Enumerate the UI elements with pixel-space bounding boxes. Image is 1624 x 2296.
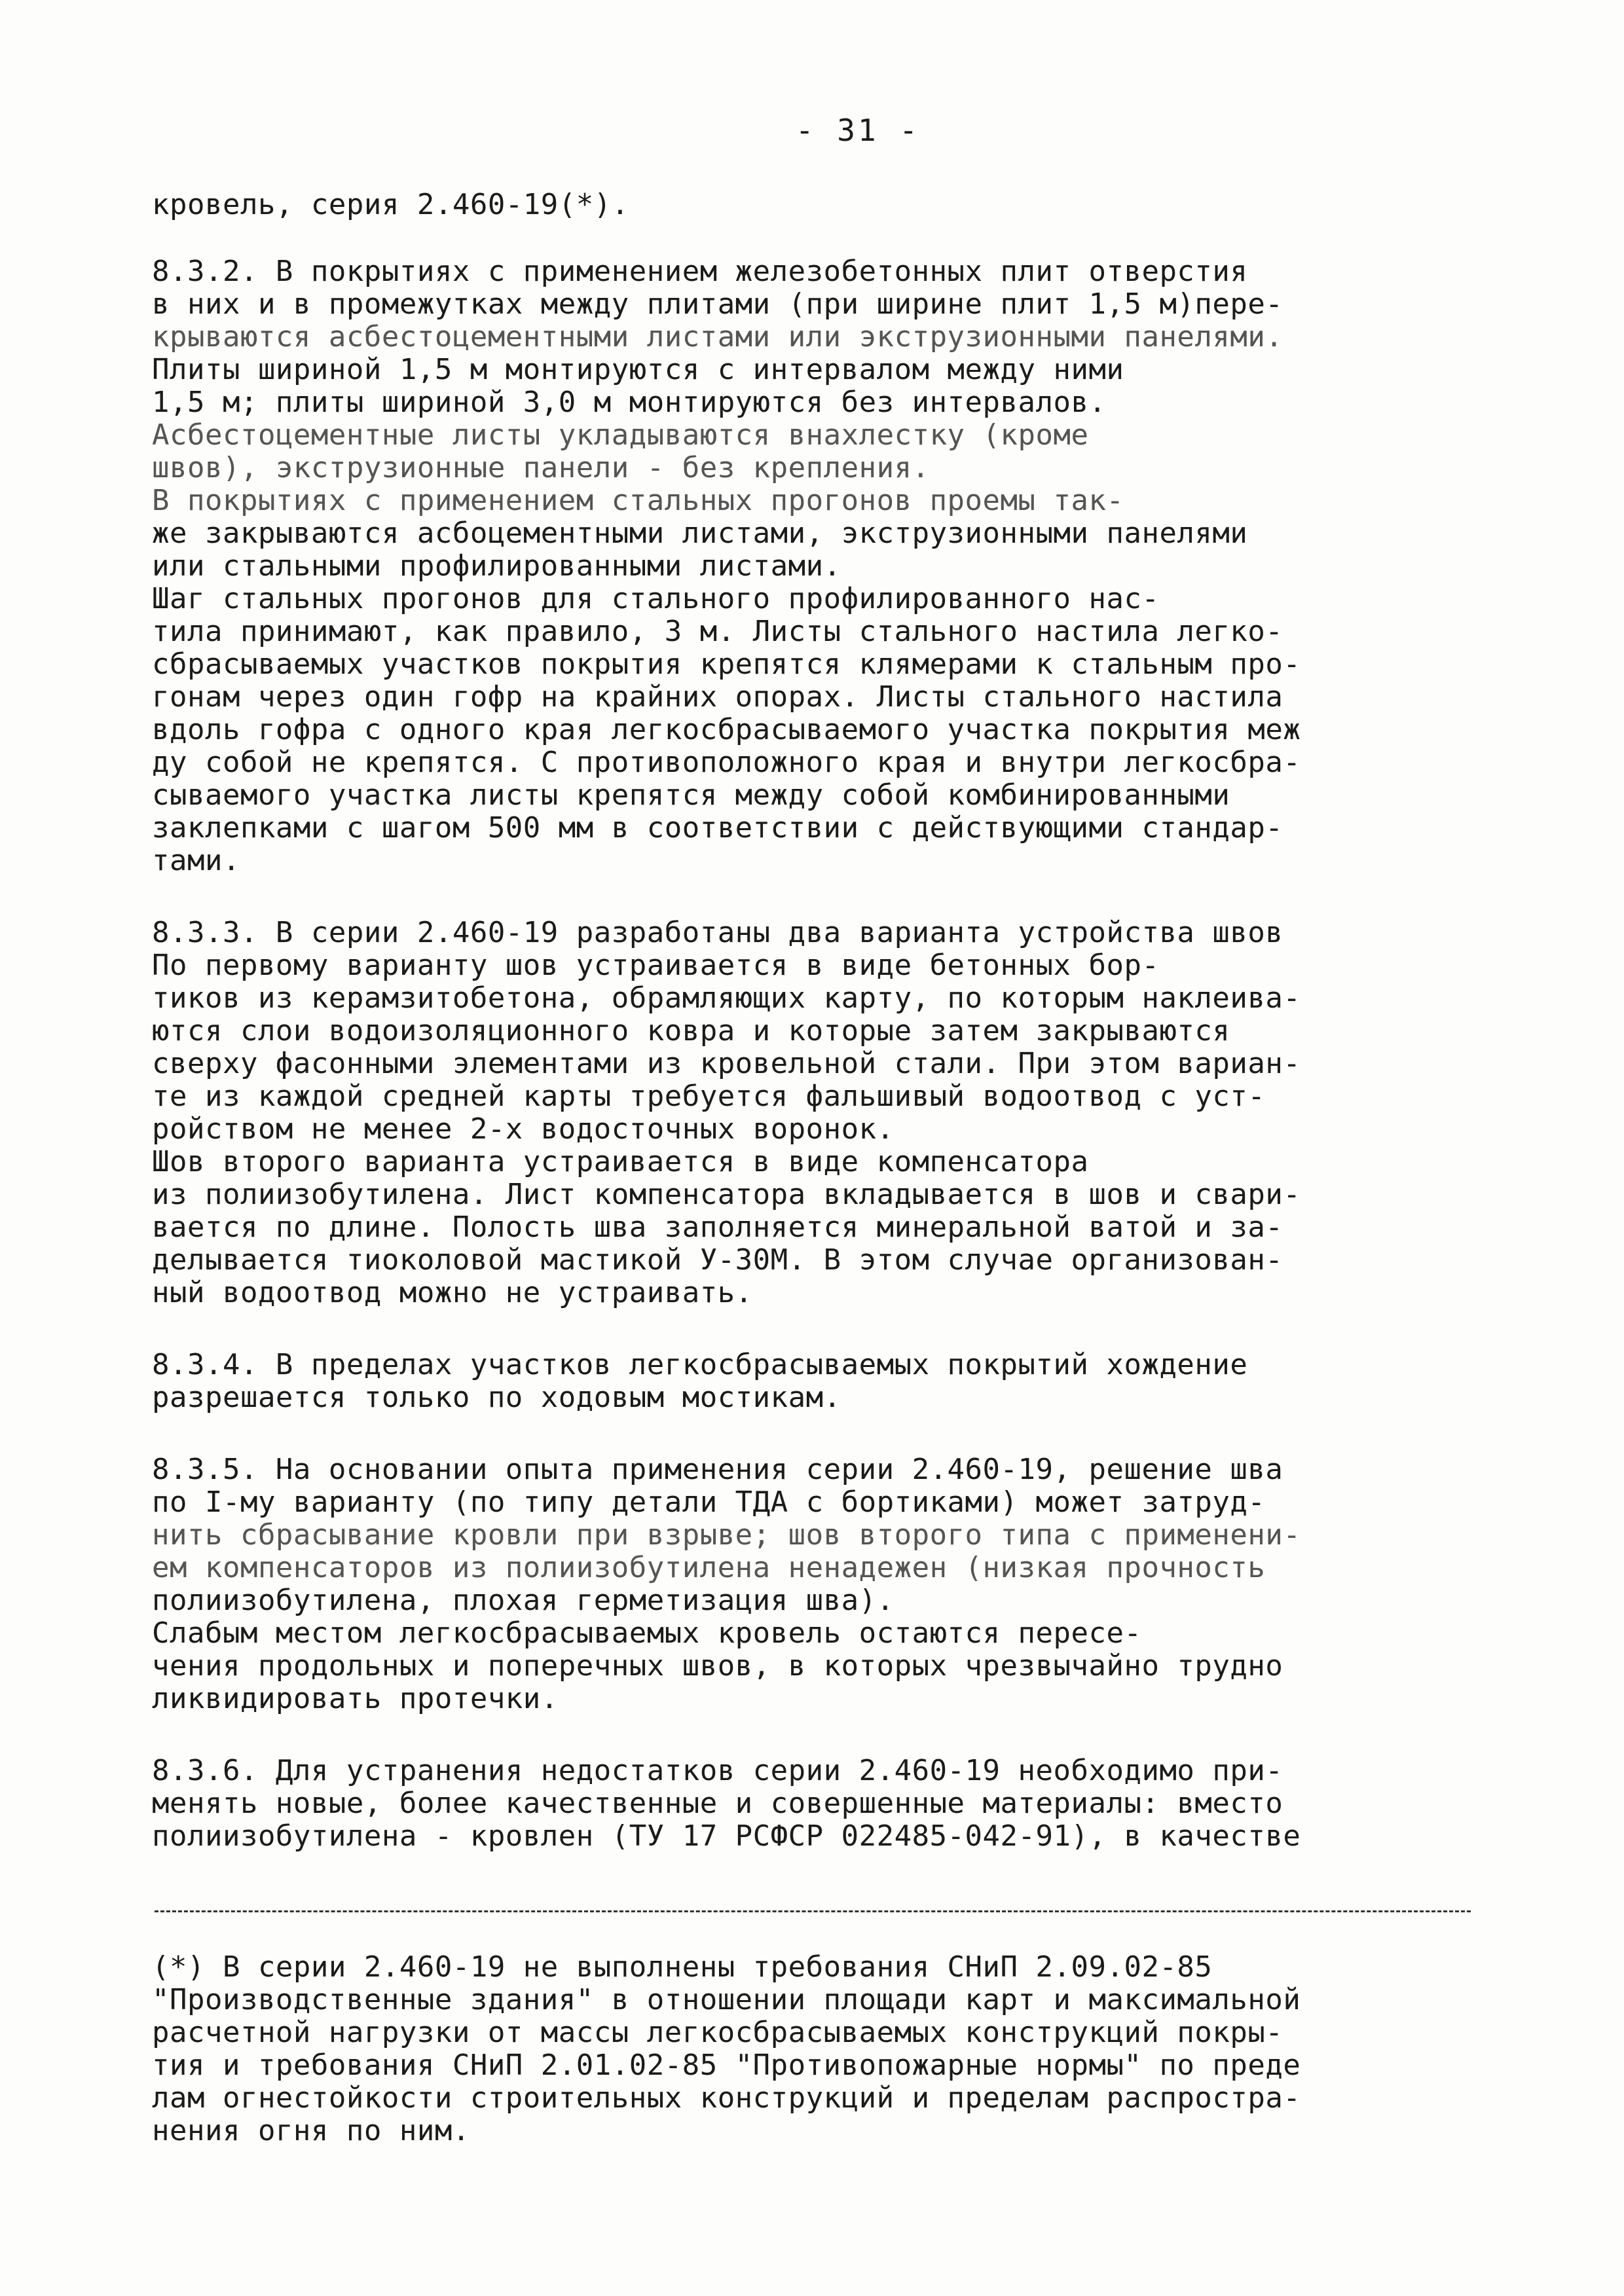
text-line: ду собой не крепятся. С противоположного края и внутри легкосбра- <box>152 746 1301 779</box>
text-line: ный водоотвод можно не устраивать. <box>152 1276 753 1309</box>
text-line: гонам через один гофр на крайних опорах. Листы стального настила <box>152 680 1283 714</box>
text-line: сываемого участка листы крепятся между собой комбинированными <box>152 778 1230 812</box>
text-line: В покрытиях с применением стальных прогонов проемы так- <box>152 484 1124 517</box>
text-line: нить сбрасывание кровли при взрыве; шов второго типа с применени- <box>152 1518 1301 1552</box>
text-line: полиизобутилена, плохая герметизация шва). <box>152 1584 895 1617</box>
text-line: вается по длине. Полость шва заполняется минеральной ватой и за- <box>152 1211 1283 1244</box>
text-line: Шаг стальных прогонов для стального профилированного нас- <box>152 582 1160 615</box>
text-line: 8.3.6. Для устранения недостатков серии 2.460-19 необходимо при- <box>152 1754 1283 1787</box>
footnote-line: расчетной нагрузки от массы легкосбрасываемых конструкций покры- <box>152 2016 1283 2049</box>
text-line: сверху фасонными элементами из кровельной стали. При этом вариан- <box>152 1047 1301 1080</box>
text-line: кровель, серия 2.460-19(*). <box>152 188 629 221</box>
text-line: делывается тиоколовой мастикой У-30М. В этом случае организован- <box>152 1243 1283 1277</box>
text-line: менять новые, более качественные и совершенные материалы: вместо <box>152 1787 1283 1820</box>
footnote-line: (*) В серии 2.460-19 не выполнены требования СНиП 2.09.02-85 <box>152 1950 1213 1984</box>
text-line: полиизобутилена - кровлен (ТУ 17 РСФСР 022485-042-91), в качестве <box>152 1819 1301 1853</box>
text-line: Плиты шириной 1,5 м монтируются с интервалом между ними <box>152 353 1124 386</box>
text-line: крываются асбестоцементными листами или экструзионными панелями. <box>152 320 1283 354</box>
text-line: Слабым местом легкосбрасываемых кровель остаются пересе- <box>152 1616 1142 1650</box>
text-line: заклепками с шагом 500 мм в соответствии с действующими стандар- <box>152 811 1283 845</box>
text-line: ем компенсаторов из полиизобутилена ненадежен (низкая прочность <box>152 1551 1266 1584</box>
text-line: Шов второго варианта устраивается в виде компенсатора <box>152 1145 1089 1178</box>
text-line: ликвидировать протечки. <box>152 1682 559 1715</box>
text-line: сбрасываемых участков покрытия крепятся клямерами к стальным про- <box>152 647 1301 681</box>
footnote-line: нения огня по ним. <box>152 2114 470 2147</box>
page-number: - 31 - <box>795 113 921 148</box>
text-line: 8.3.2. В покрытиях с применением железобетонных плит отверстия <box>152 255 1248 288</box>
text-line: в них и в промежутках между плитами (при ширине плит 1,5 м)пере- <box>152 287 1283 321</box>
text-line: ройством не менее 2-х водосточных воронок. <box>152 1112 895 1146</box>
footnote-separator <box>155 1910 1471 1912</box>
text-line: или стальными профилированными листами. <box>152 549 841 583</box>
text-line: швов), экструзионные панели - без крепления. <box>152 451 930 484</box>
text-line: Асбестоцементные листы укладываются внахлестку (кроме <box>152 418 1089 452</box>
text-line: 8.3.5. На основании опыта применения серии 2.460-19, решение шва <box>152 1453 1283 1486</box>
footnote-line: тия и требования СНиП 2.01.02-85 "Противопожарные нормы" по преде <box>152 2049 1301 2082</box>
text-line: 1,5 м; плиты шириной 3,0 м монтируются без интервалов. <box>152 386 1107 419</box>
text-line: По первому варианту шов устраивается в виде бетонных бор- <box>152 949 1160 982</box>
footnote-line: лам огнестойкости строительных конструкций и пределам распростра- <box>152 2081 1301 2115</box>
text-line: разрешается только по ходовым мостикам. <box>152 1381 841 1414</box>
text-line: ются слои водоизоляционного ковра и которые затем закрываются <box>152 1014 1230 1048</box>
text-line: те из каждой средней карты требуется фальшивый водоотвод с уст- <box>152 1080 1266 1113</box>
text-line: 8.3.4. В пределах участков легкосбрасываемых покрытий хождение <box>152 1348 1248 1381</box>
text-line: тила принимают, как правило, 3 м. Листы стального настила легко- <box>152 615 1283 648</box>
text-line: же закрываются асбоцементными листами, экструзионными панелями <box>152 517 1248 550</box>
text-line: тами. <box>152 844 240 877</box>
text-line: чения продольных и поперечных швов, в которых чрезвычайно трудно <box>152 1649 1283 1683</box>
footnote-line: "Производственные здания" в отношении площади карт и максимальной <box>152 1983 1301 2016</box>
text-line: вдоль гофра с одного края легкосбрасываемого участка покрытия меж <box>152 713 1301 746</box>
text-line: из полиизобутилена. Лист компенсатора вкладывается в шов и свари- <box>152 1178 1301 1211</box>
text-line: 8.3.3. В серии 2.460-19 разработаны два варианта устройства швов <box>152 916 1283 949</box>
text-line: тиков из керамзитобетона, обрамляющих карту, по которым наклеива- <box>152 981 1301 1015</box>
text-line: по I-му варианту (по типу детали ТДА с бортиками) может затруд- <box>152 1485 1266 1519</box>
